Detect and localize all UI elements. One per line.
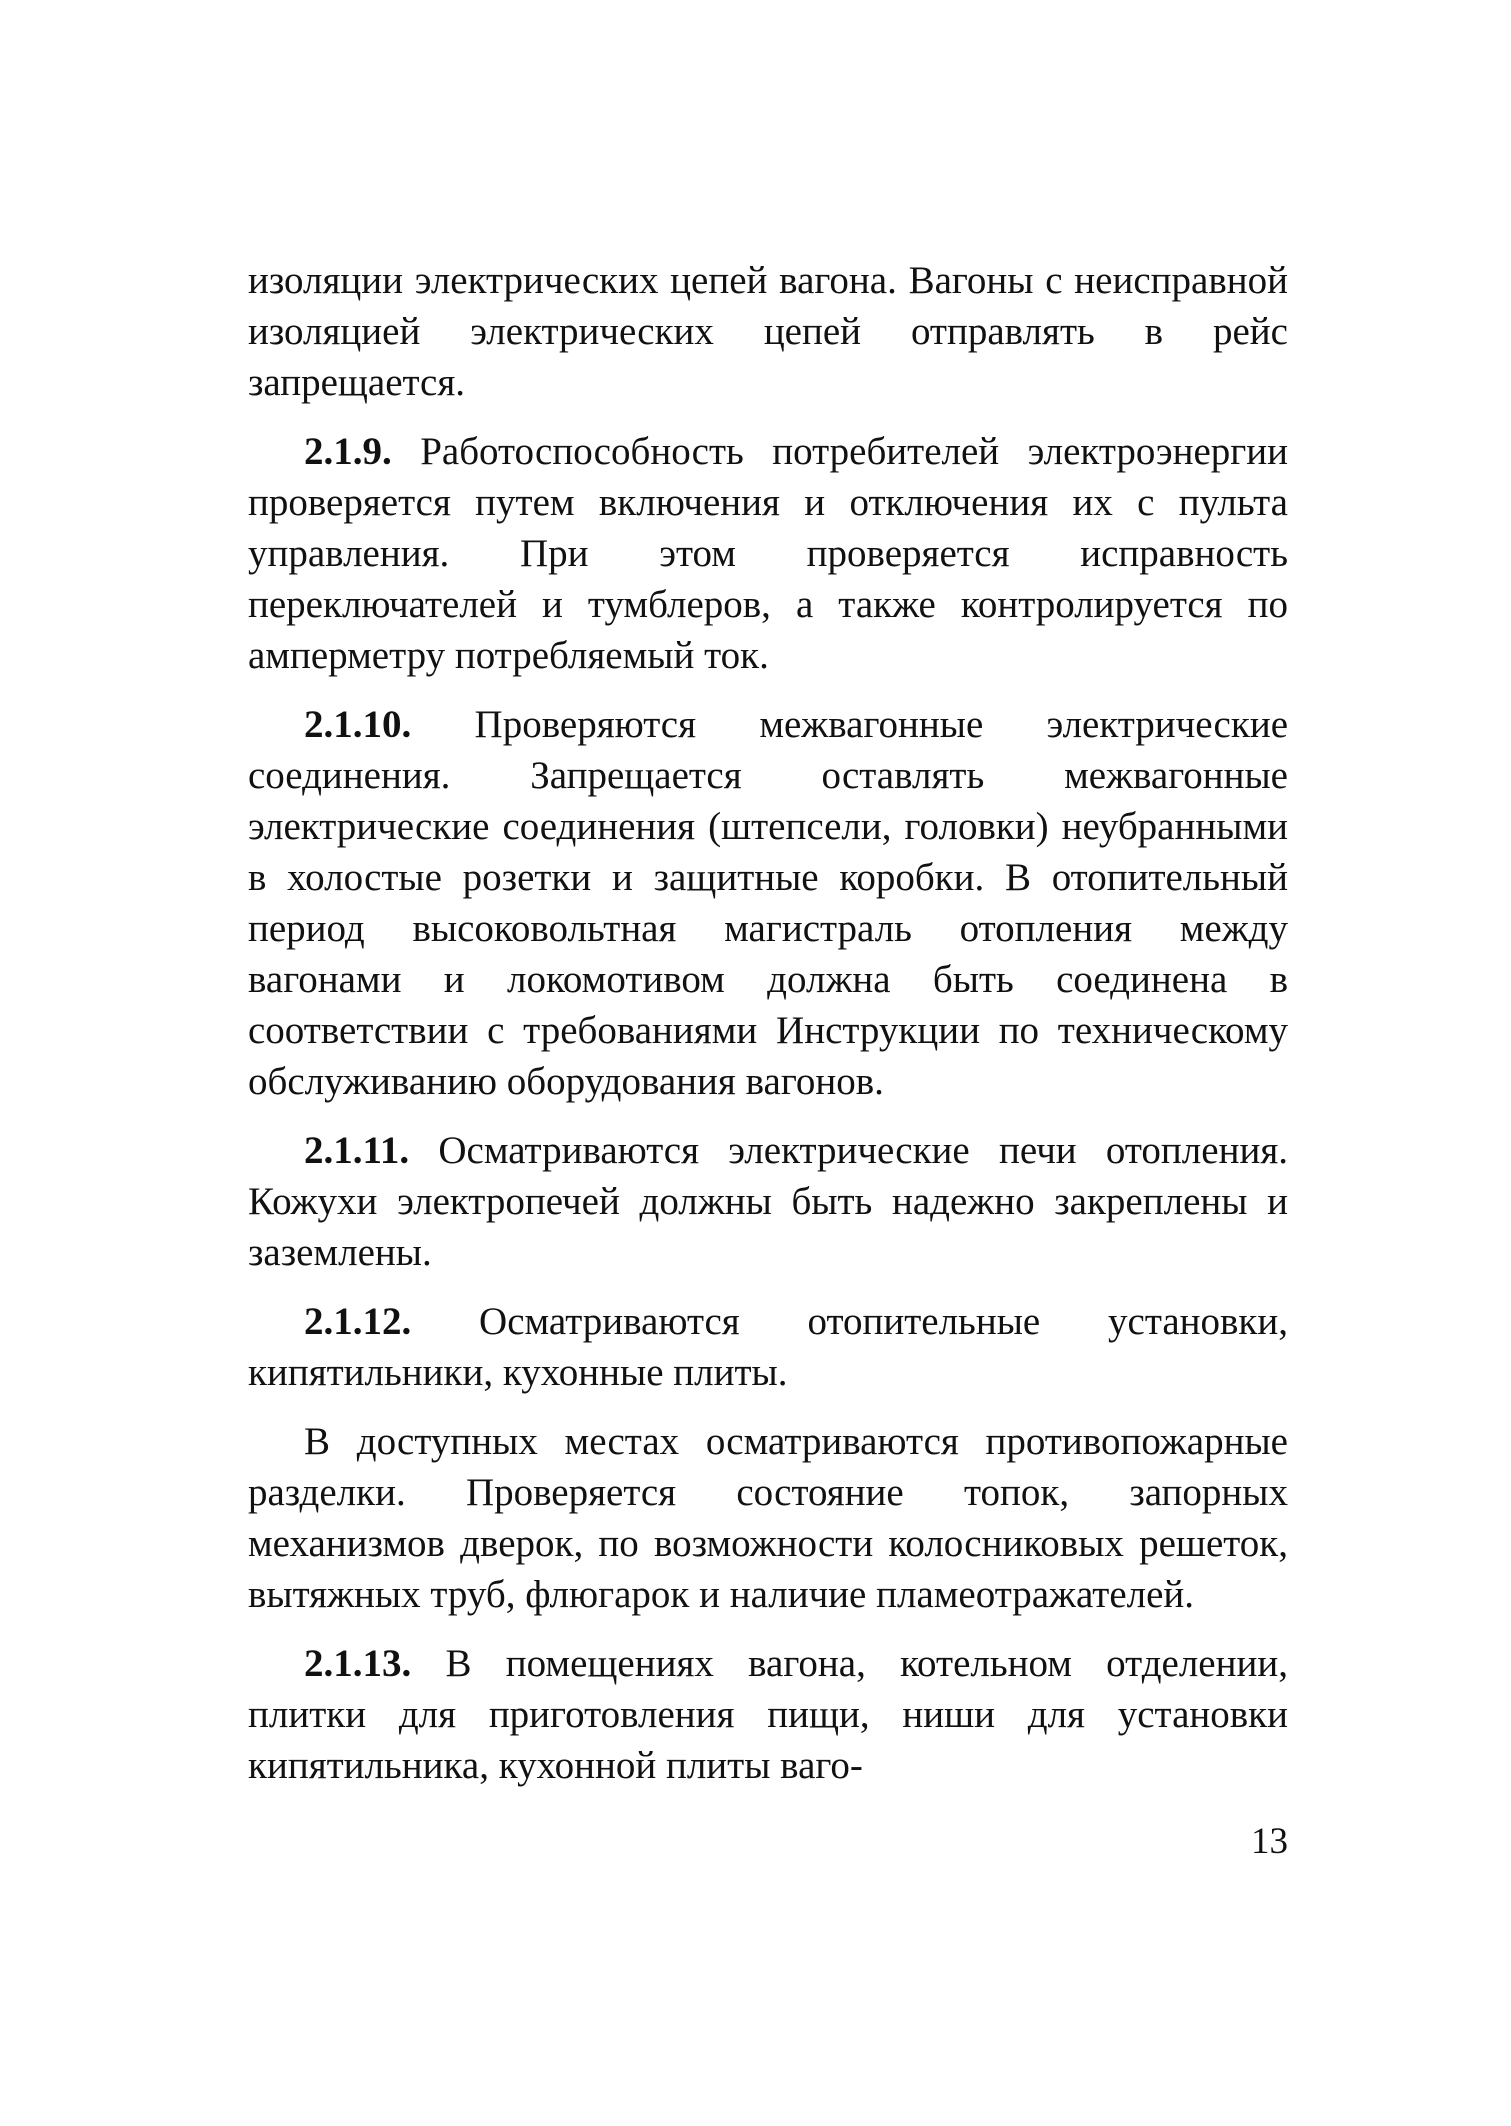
section-number-2-1-12: 2.1.12. — [304, 1300, 412, 1343]
section-number-2-1-9: 2.1.9. — [304, 430, 392, 473]
paragraph-2-1-12 — [248, 1296, 1288, 1398]
paragraph-2-1-11 — [248, 1125, 1288, 1278]
paragraph-2-1-10-text: Проверяются межвагонные электрические соединения. Запрещается оставлять межвагонные электрические соединения (штепсели, головки) неубранными в холостые розетки и защитные коробки. В отопительный период высоковольтная магистраль отопления между вагонами и локомотивом должна быть соединена в соответствии с требованиями Инструкции по техническому обслуживанию оборудования вагонов. — [248, 703, 1288, 1103]
paragraph-2-1-12-text: Осматриваются отопительные установки, кипятильники, кухонные плиты. — [248, 1300, 1288, 1394]
page-number: 13 — [1251, 1821, 1288, 1862]
paragraph-1 — [248, 255, 1288, 408]
paragraph-2-1-11-text: Осматриваются электрические печи отопления. Кожухи электропечей должны быть надежно закреплены и заземлены. — [248, 1129, 1289, 1274]
paragraph-fire-safety — [248, 1416, 1288, 1620]
paragraph-fire-safety-text: В доступных местах осматриваются противопожарные разделки. Проверяется состояние топок, запорных механизмов дверок, по возможности колосниковых решеток, вытяжных труб, флюгарок и наличие пламеотражателей. — [248, 1420, 1288, 1616]
text-block — [248, 255, 1288, 1809]
paragraph-1-text: изоляции электрических цепей вагона. Вагоны с неисправной изоляцией электрических цепей отправлять в рейс запрещается. — [248, 259, 1288, 404]
section-number-2-1-13: 2.1.13. — [304, 1642, 412, 1685]
paragraph-2-1-9 — [248, 426, 1288, 681]
paragraph-2-1-13 — [248, 1638, 1288, 1791]
section-number-2-1-11: 2.1.11. — [304, 1129, 410, 1172]
paragraph-2-1-13-text: В помещениях вагона, котельном отделении, плитки для приготовления пищи, ниши для установки кипятильника, кухонной плиты ваго- — [248, 1642, 1288, 1787]
paragraph-2-1-10 — [248, 699, 1288, 1107]
section-number-2-1-10: 2.1.10. — [304, 703, 412, 746]
paragraph-2-1-9-text: Работоспособность потребителей электроэнергии проверяется путем включения и отключения их с пульта управления. При этом проверяется исправность переключателей и тумблеров, а также контролируется по амперметру потребляемый ток. — [248, 430, 1288, 677]
